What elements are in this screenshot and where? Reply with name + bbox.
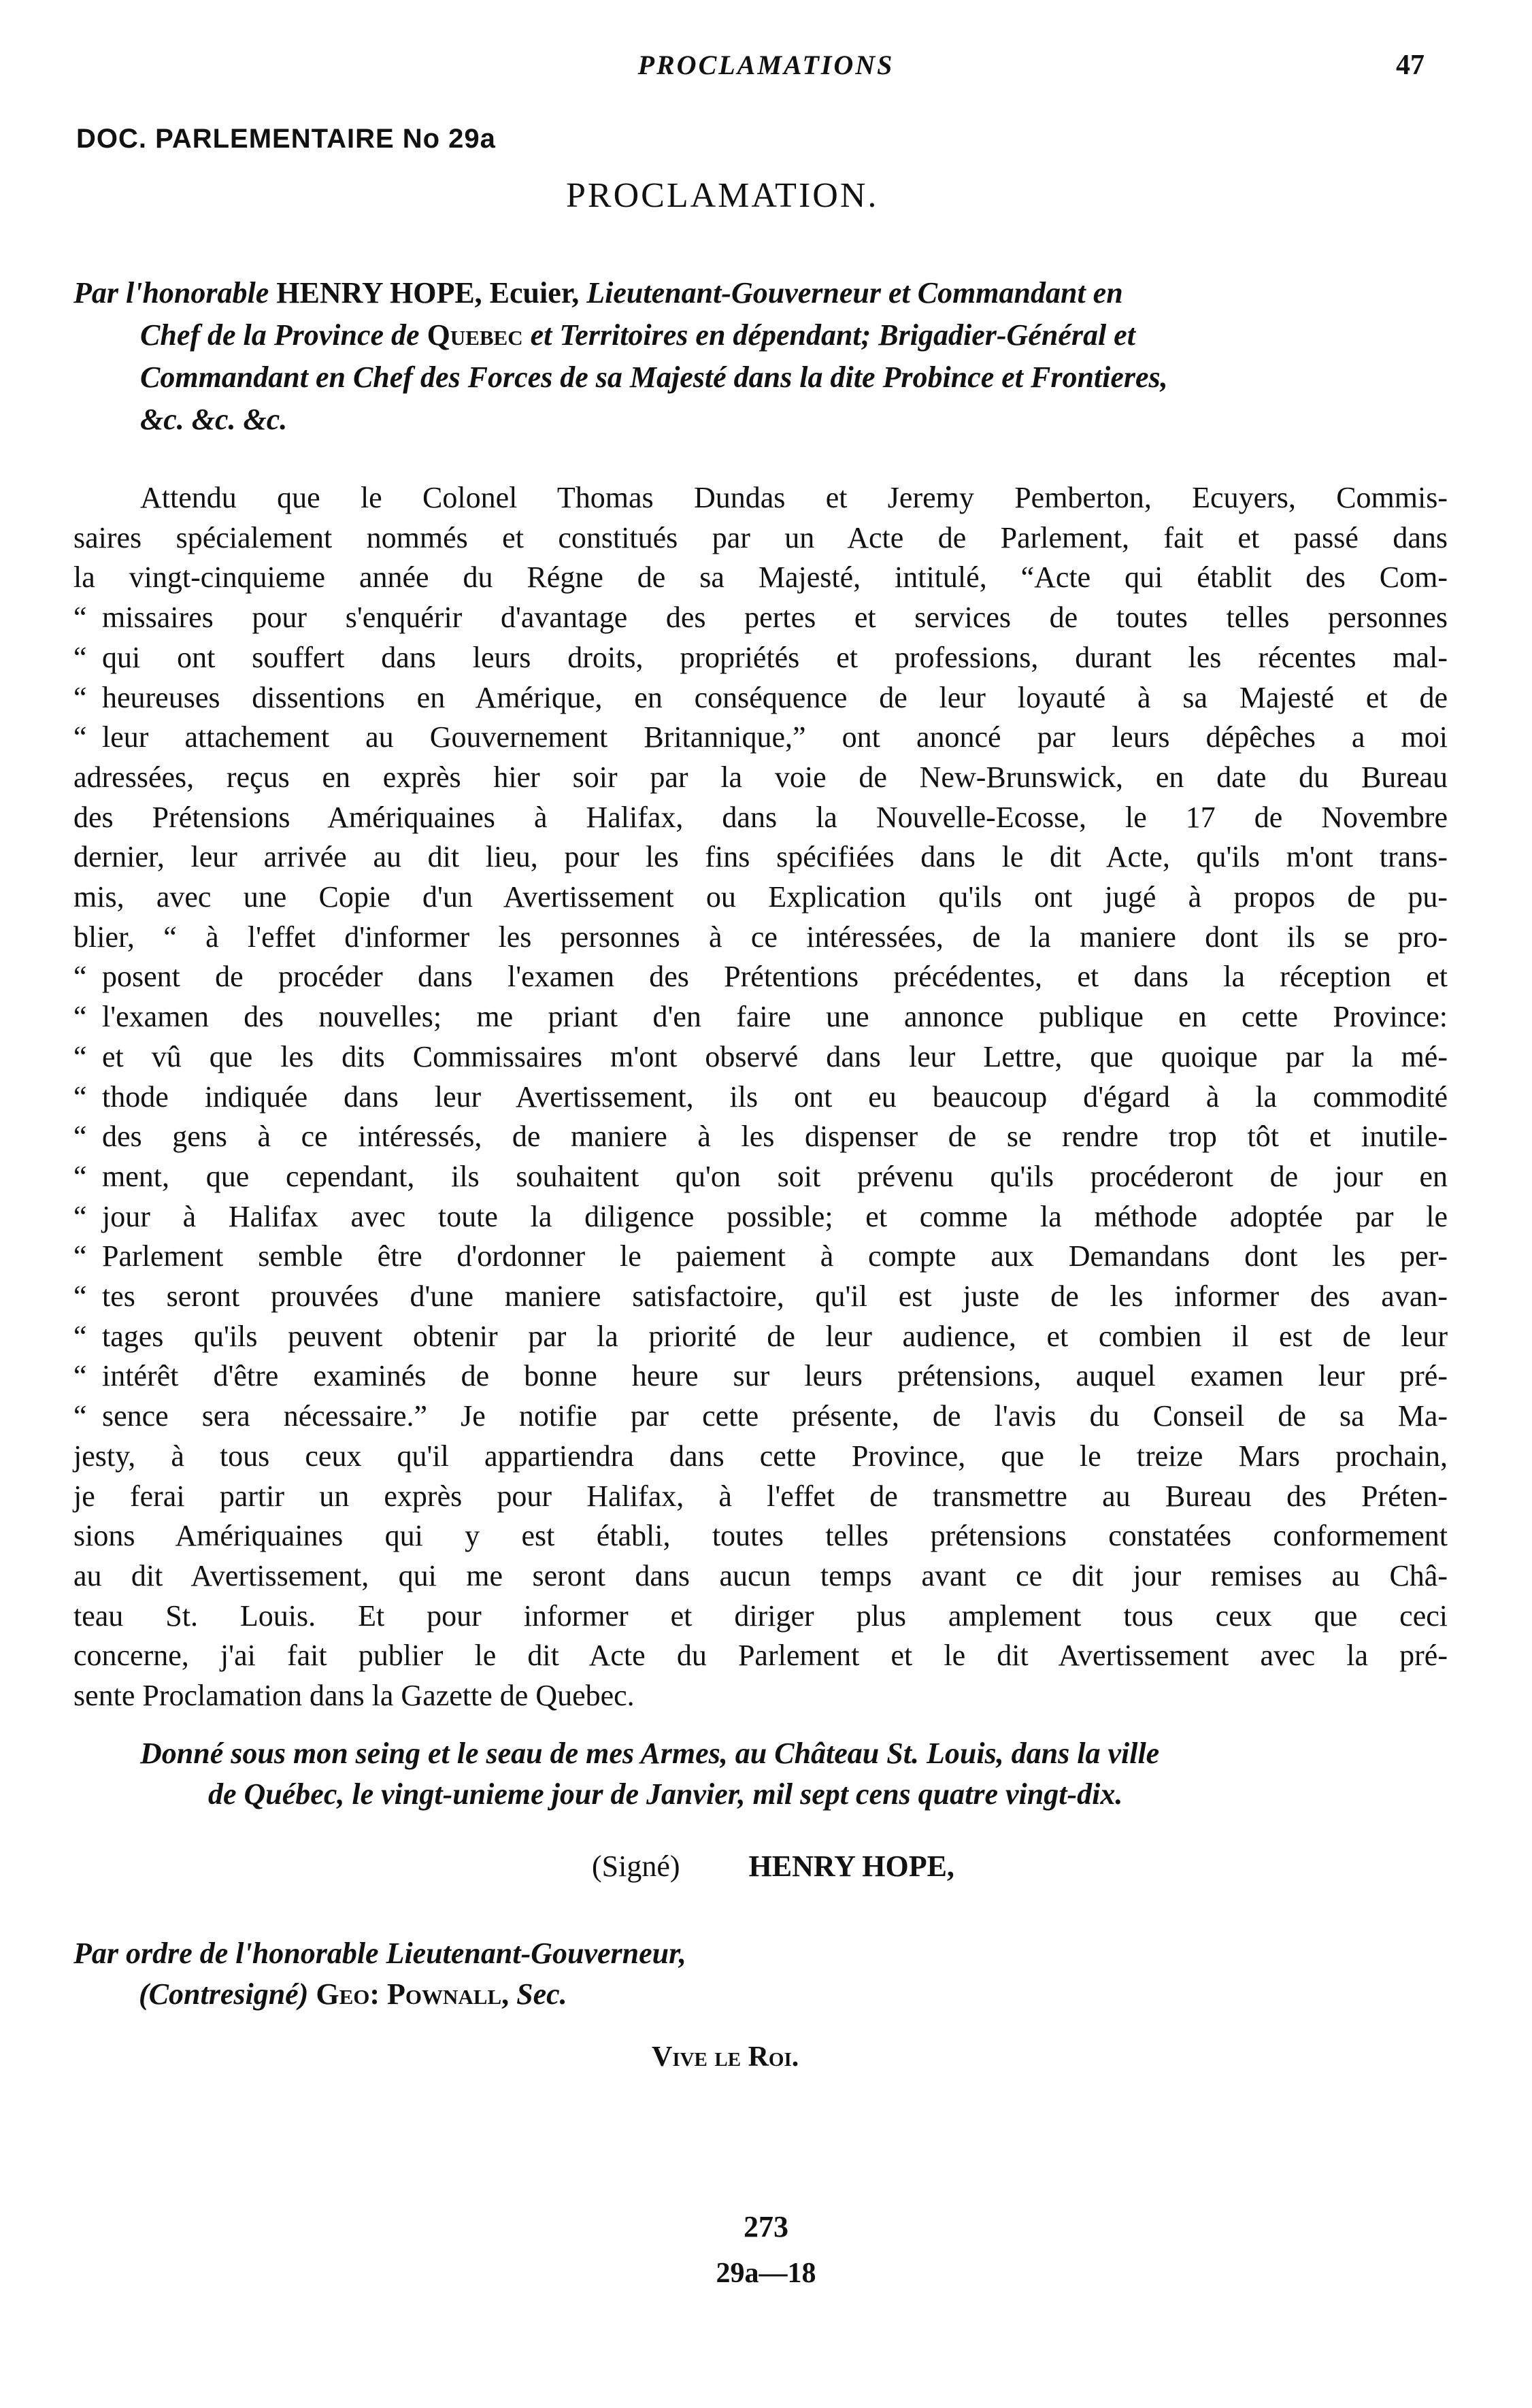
body-line — [73, 1596, 1448, 1637]
order-line-2: (Contresigné) Geo: Pownall, Sec. — [139, 1977, 567, 2011]
quotation-mark: “ — [73, 1120, 87, 1154]
body-line — [73, 1317, 1448, 1357]
body-line — [73, 718, 1448, 758]
closing-motto: Vive le Roi. — [652, 2041, 799, 2073]
quotation-mark: “ — [73, 1399, 87, 1433]
body-line-text: des Prétensions Amériquaines à Halifax, dans la Nouvelle-Ecosse, le 17 de Novembre — [73, 800, 1448, 834]
quotation-mark: “ — [73, 1199, 87, 1233]
folio-number: 273 — [744, 2210, 788, 2243]
quotation-mark: “ — [73, 1159, 87, 1193]
body-line-text: teau St. Louis. Et pour informer et diriger plus amplement tous ceux que ceci — [73, 1599, 1448, 1633]
body-line — [73, 1397, 1448, 1437]
page-number: 47 — [1396, 50, 1425, 81]
dated-paragraph — [140, 1733, 1446, 1815]
body-line — [73, 1676, 1448, 1716]
document-reference: DOC. PARLEMENTAIRE No 29a — [76, 124, 496, 154]
body-line-text: la vingt-cinquieme année du Régne de sa Majesté, intitulé, “Acte qui établit des Com- — [73, 561, 1448, 595]
body-line — [73, 598, 1448, 638]
body-line-text: tes seront prouvées d'une maniere satisfactoire, qu'il est juste de les informer des avan- — [102, 1280, 1448, 1314]
body-line — [73, 997, 1448, 1037]
body-line-text: posent de procéder dans l'examen des Prétentions précédentes, et dans la réception et — [102, 960, 1448, 994]
preamble-line-3: Commandant en Chef des Forces de sa Majesté dans la dite Probince et Frontieres, — [140, 361, 1168, 394]
signature-block — [592, 1849, 954, 1884]
body-line-text: jour à Halifax avec toute la diligence possible; et comme la méthode adoptée par le — [102, 1199, 1448, 1233]
body-line-text: sions Amériquaines qui y est établi, toutes telles prétensions constatées conformement — [73, 1519, 1448, 1553]
sheet-signature: 29a—18 — [716, 2258, 816, 2289]
dated-line-2: de Québec, le vingt-unieme jour de Janvier, mil sept cens quatre vingt-dix. — [208, 1777, 1123, 1811]
quotation-mark: “ — [73, 1000, 87, 1034]
preamble-line-2: Chef de la Province de Quebec et Territoires en dépendant; Brigadier-Général et — [140, 318, 1135, 352]
quotation-mark: “ — [73, 1319, 87, 1353]
body-line — [73, 1477, 1448, 1517]
signed-label: (Signé) — [592, 1850, 680, 1883]
body-line — [73, 1117, 1448, 1157]
body-line — [73, 478, 1448, 518]
preamble-line-4: &c. &c. &c. — [140, 403, 288, 436]
body-line — [73, 877, 1448, 918]
body-line — [73, 837, 1448, 877]
body-line-text: au dit Avertissement, qui me seront dans aucun temps avant ce dit jour remises au Châ- — [73, 1558, 1448, 1592]
quotation-mark: “ — [73, 960, 87, 994]
preamble-line-1: Par l'honorable HENRY HOPE, Ecuier, Lieutenant-Gouverneur et Commandant en — [73, 276, 1123, 310]
quotation-mark: “ — [73, 680, 87, 714]
order-block — [73, 1933, 686, 2015]
body-line — [73, 1636, 1448, 1676]
body-line — [73, 957, 1448, 997]
body-line — [73, 1356, 1448, 1397]
body-line — [73, 1037, 1448, 1077]
quotation-mark: “ — [73, 640, 87, 674]
body-line — [73, 1157, 1448, 1197]
body-line-text: jesty, à tous ceux qu'il appartiendra dans cette Province, que le treize Mars prochain, — [73, 1439, 1448, 1473]
body-line — [73, 558, 1448, 598]
running-head: PROCLAMATIONS — [637, 50, 895, 80]
body-line-text: dernier, leur arrivée au dit lieu, pour les fins spécifiées dans le dit Acte, qu'ils m'ont trans- — [73, 840, 1448, 874]
body-line — [73, 1556, 1448, 1596]
body-line-text: thode indiquée dans leur Avertissement, ils ont eu beaucoup d'égard à la commodité — [102, 1080, 1448, 1114]
body-line-text: mis, avec une Copie d'un Avertissement ou Explication qu'ils ont jugé à propos de pu- — [73, 880, 1448, 914]
proclamation-title: PROCLAMATION. — [566, 176, 879, 215]
body-line — [73, 1077, 1448, 1118]
body-line-text: l'examen des nouvelles; me priant d'en faire une annonce publique en cette Province: — [102, 1000, 1448, 1034]
body-line-text: je ferai partir un exprès pour Halifax, à l'effet de transmettre au Bureau des Préten- — [73, 1479, 1448, 1513]
body-line-text: et vû que les dits Commissaires m'ont observé dans leur Lettre, que quoique par la mé- — [102, 1039, 1448, 1073]
body-line-text: intérêt d'être examinés de bonne heure sur leurs prétensions, auquel examen leur pré- — [102, 1359, 1448, 1393]
quotation-mark: “ — [73, 1080, 87, 1114]
body-line-text: blier, “ à l'effet d'informer les personnes à ce intéressées, de la maniere dont ils se pro- — [73, 920, 1448, 954]
body-line-text: qui ont souffert dans leurs droits, propriétés et professions, durant les récentes mal- — [102, 640, 1448, 674]
quotation-mark: “ — [73, 601, 87, 635]
body-line — [73, 1237, 1448, 1277]
quotation-mark: “ — [73, 1039, 87, 1073]
proclamation-body — [73, 478, 1448, 1716]
dated-line-1: Donné sous mon seing et le seau de mes Armes, au Château St. Louis, dans la ville — [140, 1737, 1160, 1770]
body-line-text: tages qu'ils peuvent obtenir par la priorité de leur audience, et combien il est de leur — [102, 1319, 1448, 1353]
body-line-text: saires spécialement nommés et constitués par un Acte de Parlement, fait et passé dans — [73, 520, 1448, 554]
quotation-mark: “ — [73, 720, 87, 754]
body-line-text: concerne, j'ai fait publier le dit Acte du Parlement et le dit Avertissement avec la pré- — [73, 1639, 1448, 1673]
body-line-text: heureuses dissentions en Amérique, en conséquence de leur loyauté à sa Majesté et de — [102, 680, 1448, 714]
order-line-1: Par ordre de l'honorable Lieutenant-Gouverneur, — [73, 1937, 686, 1970]
quotation-mark: “ — [73, 1280, 87, 1314]
body-line-text: adressées, reçus en exprès hier soir par la voie de New-Brunswick, en date du Bureau — [73, 760, 1448, 794]
body-line — [73, 518, 1448, 558]
body-line-text: sente Proclamation dans la Gazette de Quebec. — [73, 1679, 635, 1713]
quotation-mark: “ — [73, 1239, 87, 1273]
body-line — [73, 1197, 1448, 1237]
body-line-text: Parlement semble être d'ordonner le paiement à compte aux Demandans dont les per- — [102, 1239, 1448, 1273]
body-line-text: Attendu que le Colonel Thomas Dundas et Jeremy Pemberton, Ecuyers, Commis- — [140, 481, 1448, 514]
body-line-text: leur attachement au Gouvernement Britannique,” ont anoncé par leurs dépêches a moi — [102, 720, 1448, 754]
preamble — [73, 272, 1448, 441]
body-line — [73, 798, 1448, 838]
body-line-text: des gens à ce intéressés, de maniere à les dispenser de se rendre trop tôt et inutile- — [102, 1120, 1448, 1154]
signatory-name: HENRY HOPE, — [748, 1850, 954, 1883]
body-line — [73, 678, 1448, 718]
body-line — [73, 1437, 1448, 1477]
body-line-text: ment, que cependant, ils souhaitent qu'on soit prévenu qu'ils procéderont de jour en — [102, 1159, 1448, 1193]
body-line — [73, 1516, 1448, 1556]
body-line — [73, 1277, 1448, 1317]
body-line-text: sence sera nécessaire.” Je notifie par cette présente, de l'avis du Conseil de sa Ma- — [102, 1399, 1448, 1433]
body-line — [73, 918, 1448, 958]
body-line — [73, 638, 1448, 678]
quotation-mark: “ — [73, 1359, 87, 1393]
body-line — [73, 758, 1448, 798]
body-line-text: missaires pour s'enquérir d'avantage des pertes et services de toutes telles personnes — [102, 601, 1448, 635]
